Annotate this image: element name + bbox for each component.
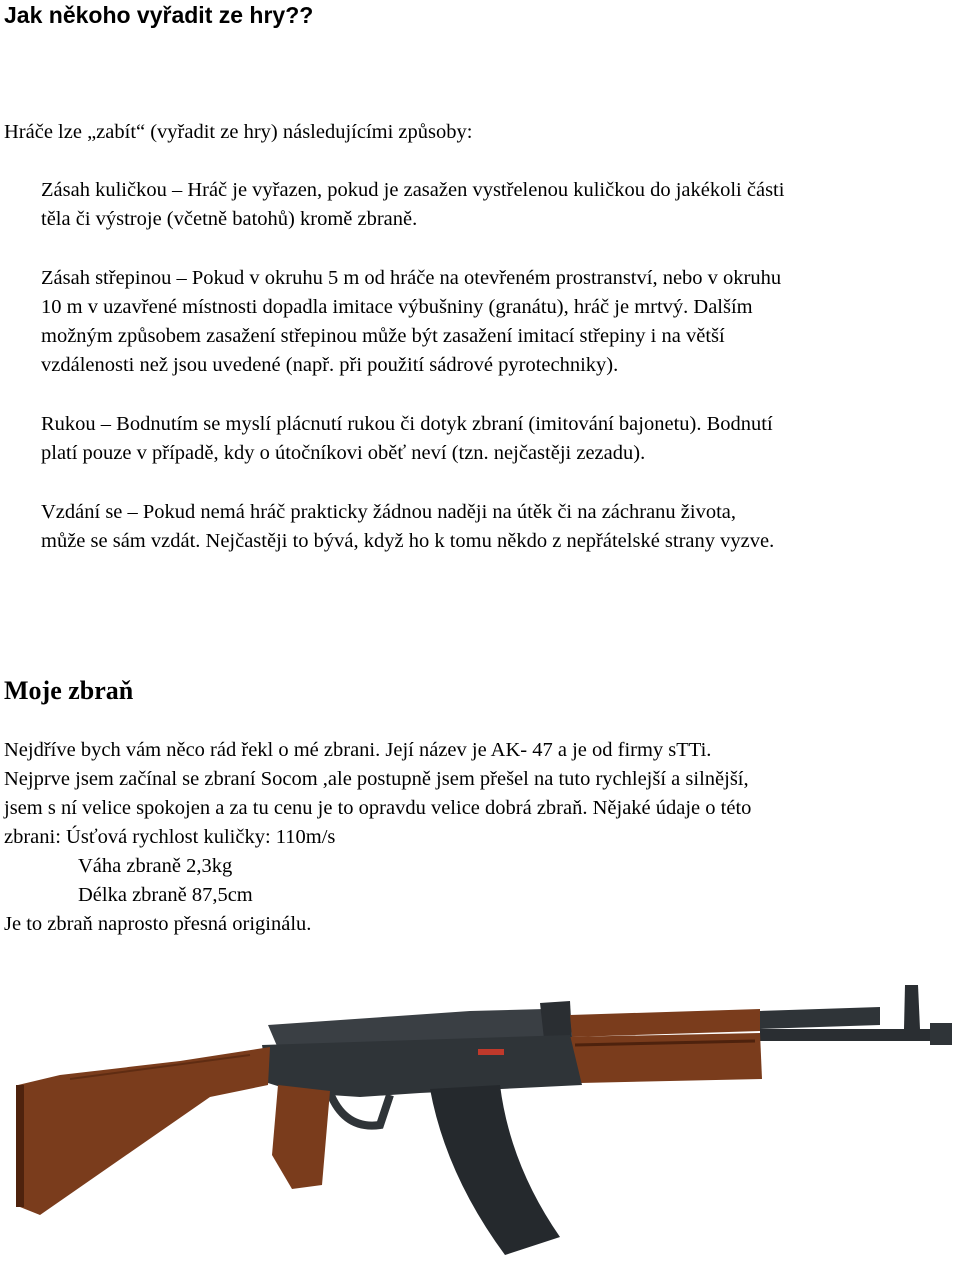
method-hit-ball	[41, 176, 784, 234]
method-hand	[41, 410, 773, 468]
method-line: 10 m v uzavřené místnosti dopadla imitace výbušniny (granátu), hráč je mrtvý. Dalším	[41, 296, 753, 318]
spec-length: Délka zbraně 87,5cm	[78, 884, 253, 906]
rear-sight	[540, 1001, 572, 1039]
stock	[18, 1047, 270, 1215]
method-surrender	[41, 498, 774, 556]
description-line: Nejprve jsem začínal se zbraní Socom ,ale postupně jsem přešel na tuto rychlejší a silnější,	[4, 768, 749, 790]
pistol-grip	[272, 1085, 330, 1189]
section-title: Moje zbraň	[4, 676, 134, 705]
magazine	[430, 1085, 560, 1255]
method-line: Zásah kuličkou – Hráč je vyřazen, pokud je zasažen vystřelenou kuličkou do jakékoli části	[41, 179, 785, 201]
ak47-rifle-image	[0, 975, 960, 1271]
method-line: může se sám vzdát. Nejčastěji to bývá, když ho k tomu někdo z nepřátelské strany vyzve.	[41, 530, 775, 552]
method-shrapnel	[41, 264, 781, 380]
spec-weight: Váha zbraně 2,3kg	[78, 855, 233, 877]
description-line: jsem s ní velice spokojen a za tu cenu je to opravdu velice dobrá zbraň. Nějaké údaje o této	[4, 797, 752, 819]
trigger-guard	[330, 1093, 390, 1126]
weapon-description	[4, 736, 751, 939]
receiver	[262, 1035, 582, 1097]
description-line: Nejdříve bych vám něco rád řekl o mé zbrani. Její název je AK- 47 a je od firmy sTTi.	[4, 739, 712, 761]
method-line: Zásah střepinou – Pokud v okruhu 5 m od hráče na otevřeném prostranství, nebo v okruhu	[41, 267, 782, 289]
description-line: zbrani: Úsťová rychlost kuličky: 110m/s	[4, 826, 336, 848]
upper-handguard	[570, 1009, 760, 1037]
front-sight	[904, 985, 920, 1029]
method-line: těla či výstroje (včetně batohů) kromě zbraně.	[41, 208, 418, 230]
closing-text: Je to zbraň naprosto přesná originálu.	[4, 913, 312, 935]
method-line: Rukou – Bodnutím se myslí plácnutí rukou či dotyk zbraní (imitování bajonetu). Bodnutí	[41, 413, 773, 435]
method-line: platí pouze v případě, kdy o útočníkovi oběť neví (tzn. nejčastěji zezadu).	[41, 442, 646, 464]
page-title: Jak někoho vyřadit ze hry??	[4, 2, 314, 28]
barrel	[760, 1029, 945, 1041]
method-line: možným způsobem zasažení střepinou může být zasažení imitací střepiny i na větší	[41, 325, 725, 347]
intro-text: Hráče lze „zabít“ (vyřadit ze hry) následujícími způsoby:	[4, 121, 473, 143]
method-line: vzdálenosti než jsou uvedené (např. při použití sádrové pyrotechniky).	[41, 354, 619, 376]
method-line: Vzdání se – Pokud nemá hráč prakticky žádnou naději na útěk či na záchranu života,	[41, 501, 737, 523]
